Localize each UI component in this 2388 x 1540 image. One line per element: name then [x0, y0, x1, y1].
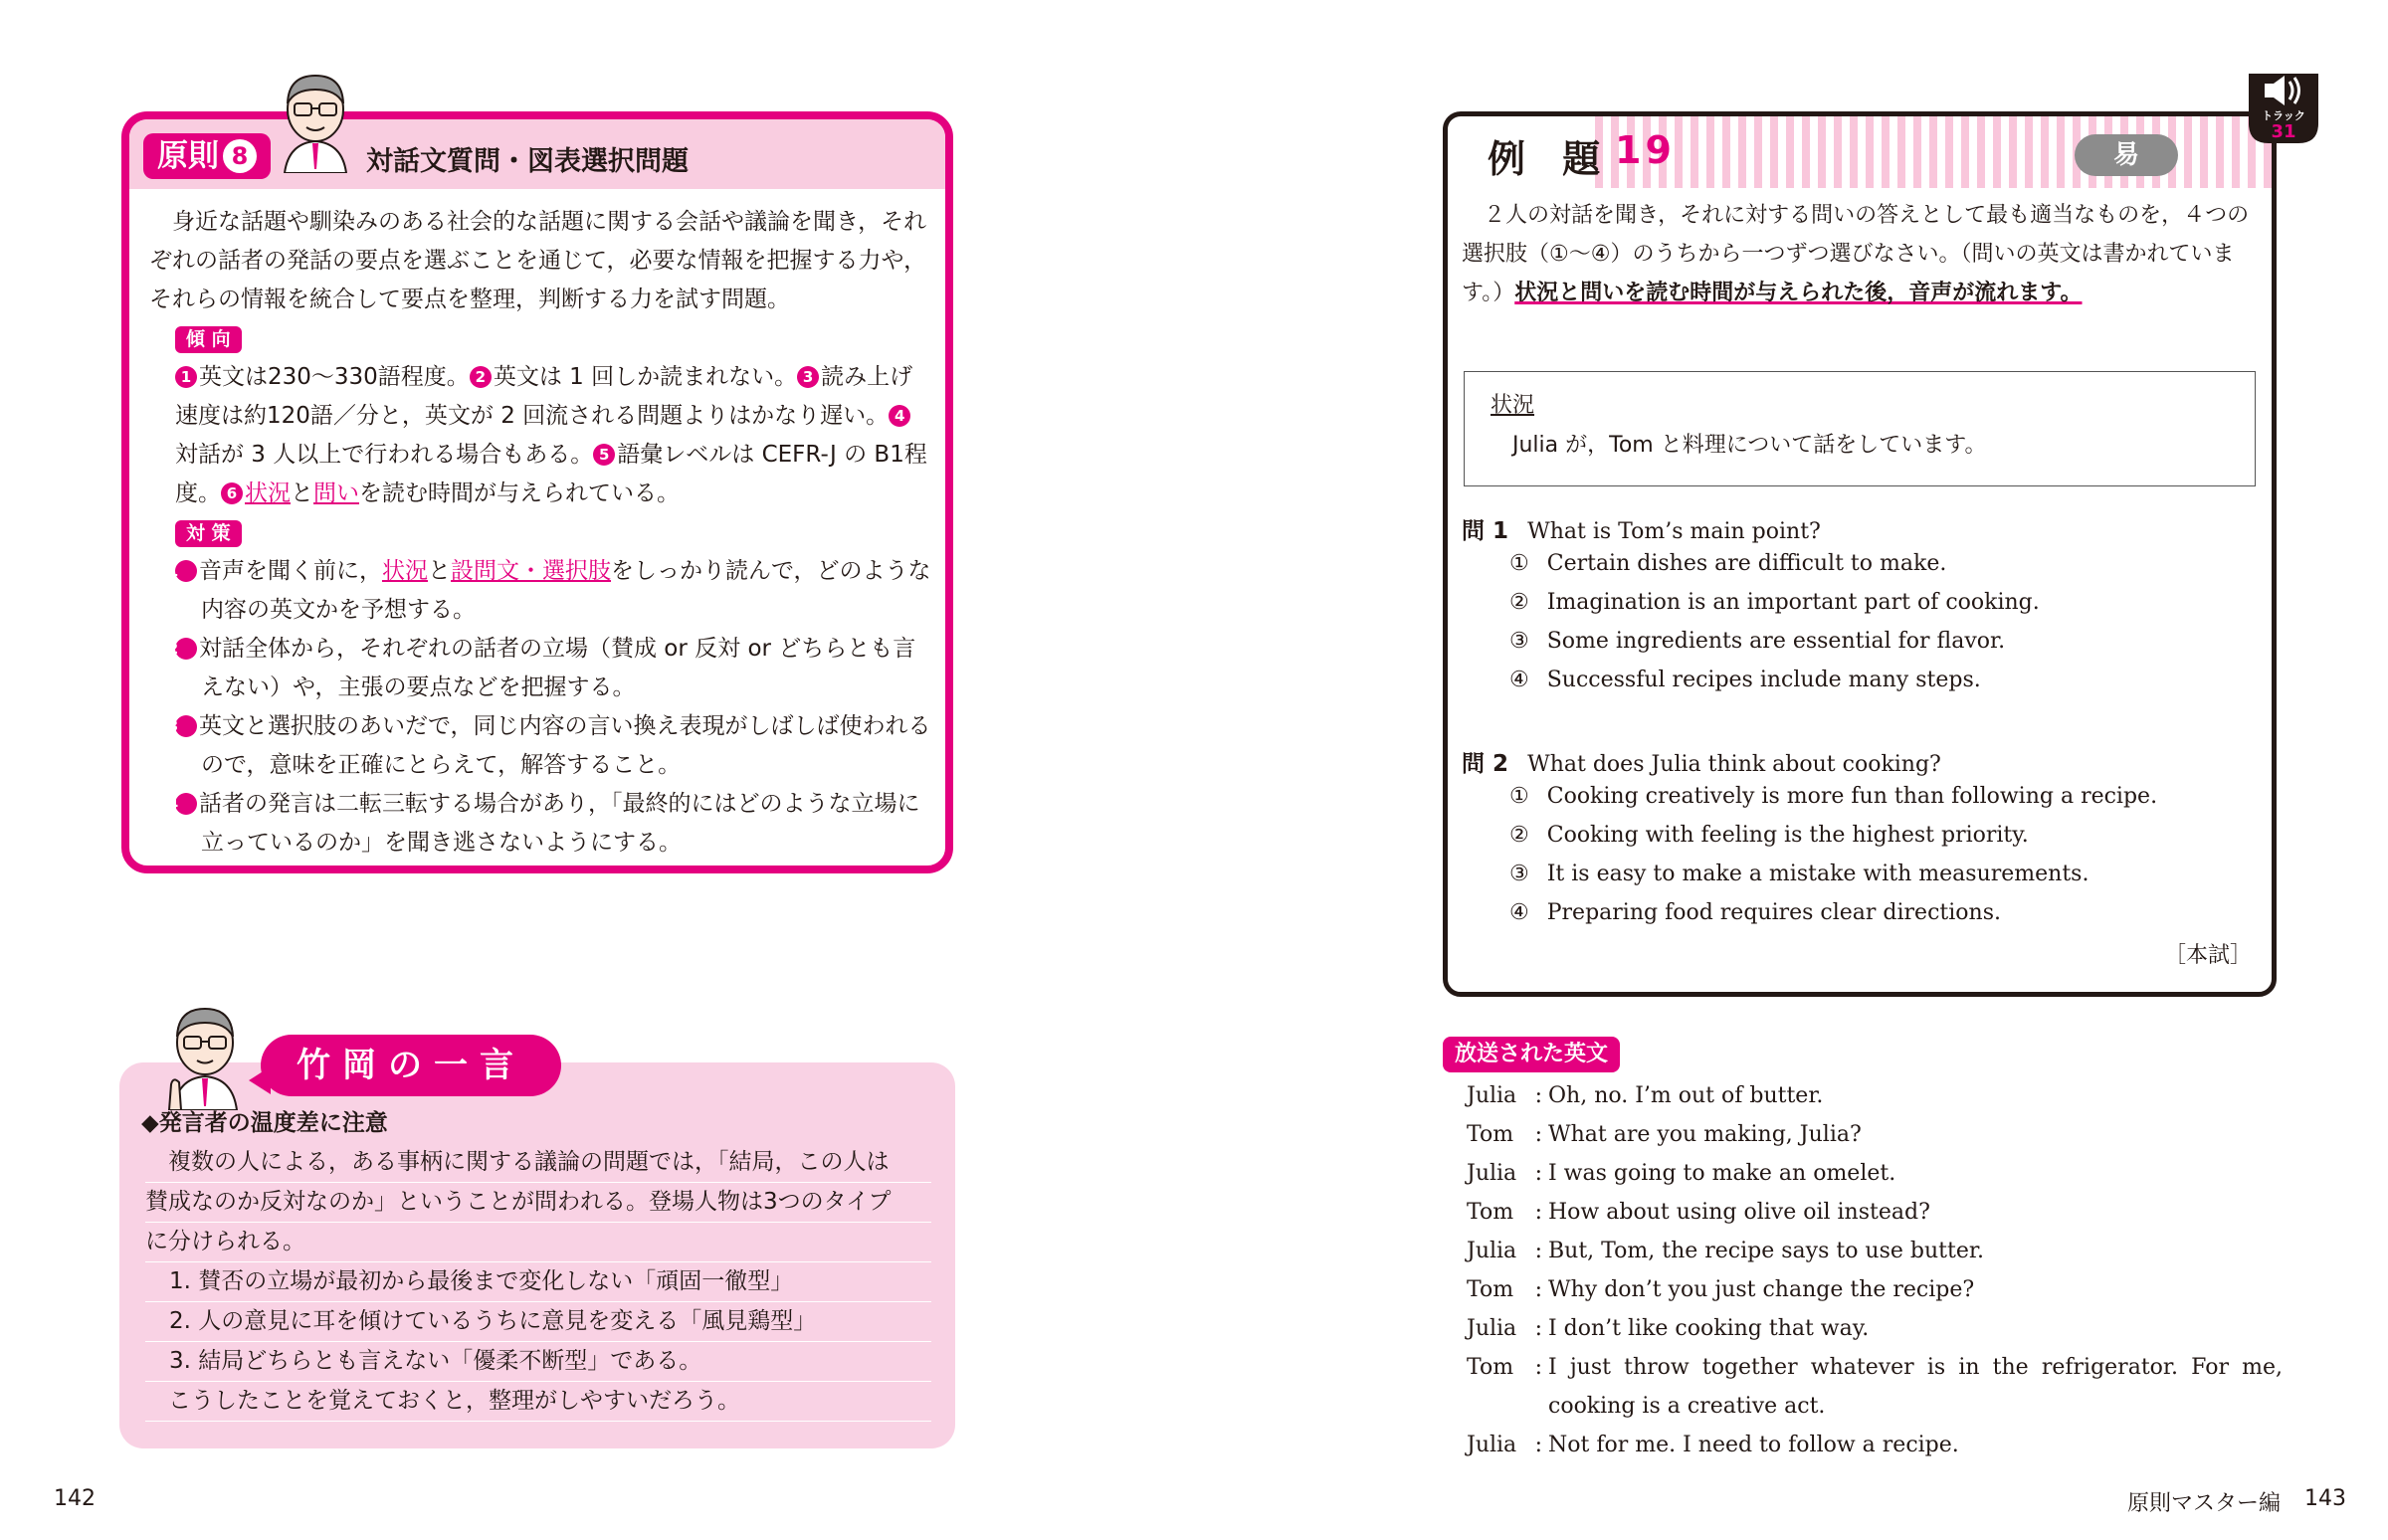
takeoka-closing: こうしたことを覚えておくと，整理がしやすいだろう。	[145, 1382, 931, 1422]
dialogue-line: Julia : Oh, no. I’m out of butter.	[1467, 1083, 1824, 1108]
situation-box	[1464, 371, 2256, 486]
question-1-label: 問 1	[1462, 518, 1509, 544]
track-number: 31	[2271, 121, 2296, 142]
track-label: トラック	[2262, 109, 2305, 122]
takeoka-intro-line-1: 複数の人による，ある事柄に関する議論の問題では，「結局，この人は	[145, 1143, 931, 1183]
principle-title: 対話文質問・図表選択問題	[366, 146, 689, 177]
question-1-text: What is Tom’s main point?	[1527, 519, 1821, 544]
page-number-left: 142	[54, 1486, 96, 1511]
difficulty-badge: 易	[2075, 134, 2178, 176]
takeoka-item-1: 1. 賛否の立場が最初から最後まで変化しない「頑固一徹型」	[145, 1262, 931, 1302]
situation-label: 状況	[1491, 393, 1535, 418]
dialogue-script	[1467, 1076, 2283, 1464]
dialogue-line: Tom : How about using olive oil instead?	[1467, 1200, 1930, 1225]
situation-text: Julia が，Tom と料理について話をしています。	[1512, 433, 1987, 458]
script-label: 放送された英文	[1443, 1037, 1620, 1072]
takeoka-badge: 竹岡の一言	[261, 1035, 561, 1096]
principle-intro: 身近な話題や馴染みのある社会的な話題に関する会話や議論を聞き，それぞれの話者の発話の要点を選ぶことを通じて，必要な情報を把握する力や，それらの情報を統合して要点を整理，判断する力を試す問題。	[149, 209, 927, 312]
question-2	[1462, 745, 1941, 778]
dialogue-line: Julia : I don’t like cooking that way.	[1467, 1316, 1870, 1341]
q1-option-2: ② Imagination is an important part of cooking.	[1509, 590, 2040, 615]
principle-box	[121, 111, 953, 873]
principle-body	[149, 203, 935, 863]
principle-badge	[143, 133, 271, 179]
dialogue-line: Julia : I was going to make an omelet.	[1467, 1161, 1896, 1186]
question-1	[1462, 512, 1821, 545]
takeoka-item-3: 3. 結局どちらとも言えない「優柔不断型」である。	[145, 1342, 931, 1382]
source-note: ［本試］	[2163, 943, 2252, 968]
example-number: 19	[1615, 128, 1676, 172]
dialogue-line: Julia : But, Tom, the recipe says to use butter.	[1467, 1239, 1984, 1263]
trend-text: 1 英文は230～330語程度。 2 英文は 1 回しか読まれない。 3 読み上げ速度は約120語／分と，英文が 2 回流される問題よりはかなり遅い。 4対話が 3 人以上で行われる場合もある。 5 語彙レベルは CEFR-J の B1程度。 6 状況と問いを読む時間が与えられている。	[175, 364, 927, 506]
instructions-emphasis: 状況と問いを読む時間が与えられた後，音声が流れます。	[1514, 281, 2083, 305]
takeoka-intro-line-2: 賛成なのか反対なのか」ということが問われる。登場人物は3つのタイプ	[145, 1183, 931, 1223]
q1-option-3: ③ Some ingredients are essential for flavor.	[1509, 629, 2006, 654]
q2-option-2: ② Cooking with feeling is the highest priority.	[1509, 823, 2029, 848]
dialogue-line: Tom : I just throw together whatever is in the refrigerator. For me, cooking is a creative act.	[1467, 1355, 2283, 1419]
teacher-avatar-icon	[271, 70, 360, 173]
trend-label: 傾 向	[175, 326, 242, 353]
example-title: 例 題	[1488, 137, 1613, 181]
measure-label: 対 策	[175, 520, 242, 547]
q2-option-1: ① Cooking creatively is more fun than following a recipe.	[1509, 784, 2158, 809]
measure-item-4: 4 話者の発言は二転三転する場合があり，「最終的にはどのような立場に立っているのか」を聞き逃さないようにする。	[167, 791, 920, 856]
measure-item-2: 2 対話全体から，それぞれの話者の立場（賛成 or 反対 or どちらとも言えない）や，主張の要点などを把握する。	[167, 636, 916, 700]
question-2-text: What does Julia think about cooking?	[1527, 752, 1941, 777]
takeoka-body	[141, 1104, 931, 1422]
q2-option-3: ③ It is easy to make a mistake with measurements.	[1509, 862, 2090, 886]
dialogue-line: Tom : What are you making, Julia?	[1467, 1122, 1862, 1147]
instructions-text: ２人の対話を聞き，それに対する問いの答えとして最も適当なものを，４つの選択肢（①～④）のうちから一つずつ選びなさい。（問いの英文は書かれています。）	[1462, 203, 2250, 305]
q1-option-1: ① Certain dishes are difficult to make.	[1509, 551, 1947, 576]
measure-item-1: 1 音声を聞く前に，状況と設問文・選択肢をしっかり読んで，どのような内容の英文かを予想する。	[167, 558, 931, 623]
measure-item-3: 3 英文と選択肢のあいだで，同じ内容の言い換え表現がしばしば使われるので，意味を正確にとらえて，解答すること。	[167, 713, 931, 778]
principle-badge-label: 原則	[157, 138, 219, 174]
q1-option-4: ④ Successful recipes include many steps.	[1509, 668, 1981, 692]
question-2-label: 問 2	[1462, 751, 1509, 777]
example-instructions	[1462, 196, 2262, 312]
takeoka-heading: ◆発言者の温度差に注意	[141, 1110, 388, 1136]
principle-badge-number: 8	[223, 139, 257, 173]
takeoka-item-2: 2. 人の意見に耳を傾けているうちに意見を変える「風見鶏型」	[145, 1302, 931, 1342]
dialogue-line: Tom : Why don’t you just change the recipe?	[1467, 1277, 1975, 1302]
example-box	[1443, 111, 2277, 997]
dialogue-line: Julia : Not for me. I need to follow a recipe.	[1467, 1433, 1959, 1457]
audio-track-icon[interactable]	[2245, 70, 2322, 147]
section-label: 原則マスター編	[2127, 1491, 2282, 1516]
page-number-right: 143	[2304, 1486, 2346, 1511]
q2-option-4: ④ Preparing food requires clear directions.	[1509, 900, 2001, 925]
teacher-pointing-icon	[159, 999, 255, 1110]
takeoka-intro-line-3: に分けられる。	[145, 1223, 931, 1262]
